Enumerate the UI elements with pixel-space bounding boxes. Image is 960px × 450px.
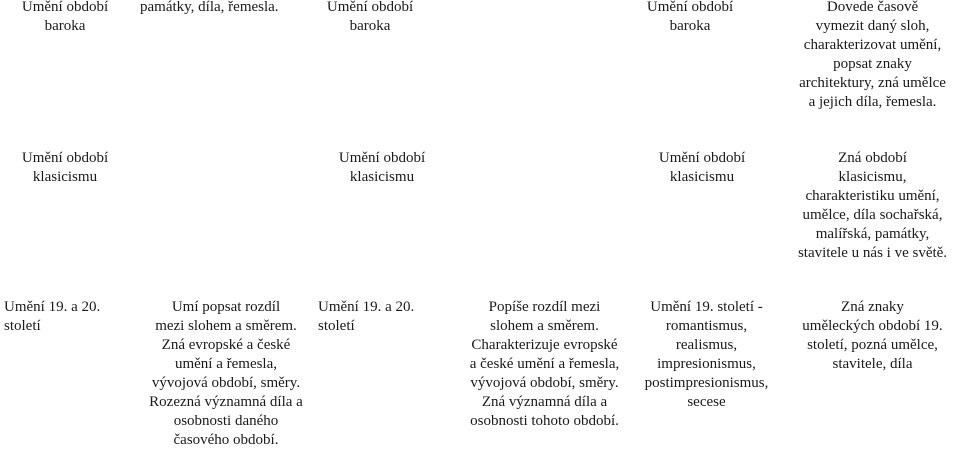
text-line: Umění období (658, 150, 746, 166)
text-line: baroka (44, 18, 86, 34)
cell-outcome-3 (785, 298, 960, 374)
text-line: klasicismu (32, 169, 98, 185)
text-line: malířská, památky, (815, 226, 930, 242)
text-line: vymezit daný sloh, (815, 18, 930, 34)
text-line: impresionismus, (657, 356, 756, 372)
text-line: Umění období (21, 0, 109, 15)
cell-period-3 (625, 0, 755, 36)
text-line: a české umění a řemesla, (469, 356, 620, 372)
text-line: časového období. (173, 432, 279, 448)
text-line: umělce, díla sochařská, (802, 207, 943, 223)
text-line: Umění období (338, 150, 426, 166)
text-line: umění a řemesla, (174, 356, 278, 372)
text-line: vývojová období, směry. (151, 375, 301, 391)
cell-period-1 (0, 149, 130, 187)
text-line: Rozezná významná díla a (149, 394, 303, 410)
text-line: baroka (349, 18, 391, 34)
text-line: vývojová období, směry. (470, 375, 619, 391)
text-line: Umění období (646, 0, 734, 15)
text-line: Dovede časově (826, 0, 919, 15)
row-klasicismu (0, 149, 960, 269)
text-line: Umění období (21, 150, 109, 166)
text-line: slohem a směrem. (490, 318, 599, 334)
text-line: Umění 19. století - (650, 299, 763, 315)
row-baroka (0, 0, 960, 118)
text-line: osobnosti tohoto období. (470, 413, 619, 429)
text-line: Charakterizuje evropské (471, 337, 618, 353)
cell-outcome-2 (457, 298, 632, 431)
text-line: Umění 19. a 20. (4, 299, 101, 315)
text-line: a jejich díla, řemesla. (808, 94, 937, 110)
cell-period-1 (4, 298, 134, 336)
text-line: památky, díla, řemesla. (140, 0, 279, 15)
cell-period-3 (634, 298, 779, 412)
cell-outcome-1 (140, 0, 320, 17)
text-line: popsat znaky (833, 56, 912, 72)
text-line: romantismus, (665, 318, 748, 334)
text-line: realismus, (675, 337, 738, 353)
text-line: baroka (669, 18, 711, 34)
text-line: století (318, 318, 355, 334)
text-line: klasicismu (349, 169, 415, 185)
text-line: charakterizovat umění, (803, 37, 942, 53)
row-19-20-stoleti (0, 298, 960, 448)
text-line: Zná evropské a české (161, 337, 291, 353)
text-line: stavitele, díla (832, 356, 913, 372)
cell-period-1 (0, 0, 130, 36)
text-line: Umí popsat rozdíl (171, 299, 281, 315)
text-line: století (4, 318, 41, 334)
cell-outcome-2 (785, 0, 960, 112)
text-line: osobnosti daného (173, 413, 279, 429)
cell-period-2 (318, 298, 448, 336)
cell-outcome-2 (785, 149, 960, 263)
text-line: uměleckých období 19. (802, 318, 943, 334)
text-line: klasicismu (669, 169, 735, 185)
text-line: Umění období (326, 0, 414, 15)
text-line: mezi slohem a směrem. (155, 318, 297, 334)
cell-outcome-1 (141, 298, 311, 450)
cell-period-2 (305, 0, 435, 36)
text-line: Zná znaky (841, 299, 904, 315)
text-line: charakteristiku umění, (805, 188, 940, 204)
text-line: klasicismu, (838, 169, 907, 185)
text-line: secese (687, 394, 726, 410)
text-line: století, pozná umělce, (807, 337, 938, 353)
cell-period-3 (637, 149, 767, 187)
text-line: stavitele u nás i ve světě. (797, 245, 948, 261)
text-line: Zná významná díla a (481, 394, 608, 410)
text-line: architektury, zná umělce (799, 75, 946, 91)
text-line: postimpresionismus, (644, 375, 769, 391)
text-line: Zná období (838, 150, 907, 166)
cell-period-2 (317, 149, 447, 187)
text-line: Umění 19. a 20. (318, 299, 415, 315)
text-line: Popíše rozdíl mezi (488, 299, 601, 315)
